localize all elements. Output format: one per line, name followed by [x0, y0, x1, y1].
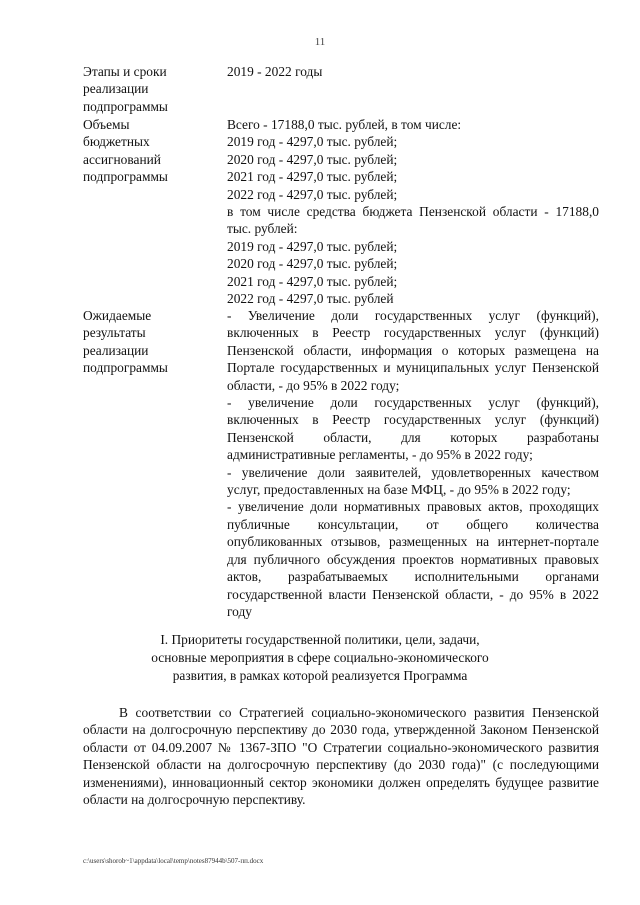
value-line: 2021 год - 4297,0 тыс. рублей; — [227, 273, 398, 289]
label-line: реализации — [83, 342, 149, 358]
value-line: 2020 год - 4297,0 тыс. рублей; — [227, 151, 398, 167]
row-value-budget — [227, 116, 599, 307]
result-item: - Увеличение доли государственных услуг (функций), включенных в Реестр государственных услуг (функций) Пензенской области, информация о которых размещена на Портале государственных и муниципальных услуг Пензенской области, - до 95% в 2022 году; — [227, 308, 599, 393]
row-value-results — [227, 307, 599, 620]
result-item: - увеличение доли нормативных правовых актов, проходящих публичные консультации, от общего количества опубликованных отзывов, размещенных на интернет-портале для публичного обсуждения проектов нормативных правовых актов, разрабатываемых исполнительными органами государственной власти Пензенской области, - до 95% в 2022 году — [227, 499, 599, 619]
label-line: бюджетных — [83, 134, 150, 150]
label-line: ассигнований — [83, 151, 161, 167]
label-line: Ожидаемые — [83, 308, 152, 323]
body-paragraph: В соответствии со Стратегией социально-экономического развития Пензенской области на долгосрочную перспективу до 2030 года, утвержденной Законом Пензенской области от 04.09.2007 № 1367-ЗПО "О Стратегии социально-экономического развития Пензенской области на долгосрочную перспективу (до 2030 года)" (с последующими изменениями), инновационный сектор экономики должен определять будущее развитие области на долгосрочную перспективу. — [83, 705, 599, 808]
row-label-stages — [83, 63, 223, 115]
label-line: реализации — [83, 81, 149, 97]
label-line: Объемы — [83, 117, 130, 132]
value-line: 2019 - 2022 годы — [227, 64, 323, 79]
value-line: 2022 год - 4297,0 тыс. рублей — [227, 291, 394, 307]
value-line: в том числе средства бюджета Пензенской области - 17188,0 тыс. рублей: — [227, 204, 599, 237]
result-item: - увеличение доли заявителей, удовлетворенных качеством услуг, предоставленных на базе МФЦ, - до 95% в 2022 году; — [227, 464, 599, 498]
label-line: результаты — [83, 325, 146, 341]
section-title-line: I. Приоритеты государственной политики, цели, задачи, — [160, 632, 480, 647]
value-line: 2022 год - 4297,0 тыс. рублей; — [227, 186, 398, 202]
footer-file-path: c:\users\shorob~1\appdata\local\temp\notes87944b\507-пп.docx — [83, 857, 264, 865]
label-line: подпрограммы — [83, 360, 168, 376]
row-label-budget — [83, 116, 223, 186]
row-label-results — [83, 307, 223, 377]
label-line: подпрограммы — [83, 98, 168, 114]
value-line: Всего - 17188,0 тыс. рублей, в том числе: — [227, 117, 462, 132]
section-title — [0, 631, 640, 685]
value-line: 2021 год - 4297,0 тыс. рублей; — [227, 169, 398, 185]
result-item: - увеличение доли государственных услуг (функций), включенных в Реестр государственных услуг (функций) Пензенской области, для которых разработаны административные регламенты, - до 95% в 2022 году; — [227, 395, 599, 463]
value-line: 2019 год - 4297,0 тыс. рублей; — [227, 238, 398, 254]
section-title-line: развития, в рамках которой реализуется Программа — [172, 668, 468, 683]
value-line: 2020 год - 4297,0 тыс. рублей; — [227, 256, 398, 272]
label-line: подпрограммы — [83, 169, 168, 185]
label-line: Этапы и сроки — [83, 64, 167, 79]
row-value-stages — [227, 63, 599, 80]
value-line: 2019 год - 4297,0 тыс. рублей; — [227, 134, 398, 150]
page-number: 11 — [314, 36, 326, 48]
section-title-line: основные мероприятия в сфере социально-экономического — [151, 650, 489, 665]
